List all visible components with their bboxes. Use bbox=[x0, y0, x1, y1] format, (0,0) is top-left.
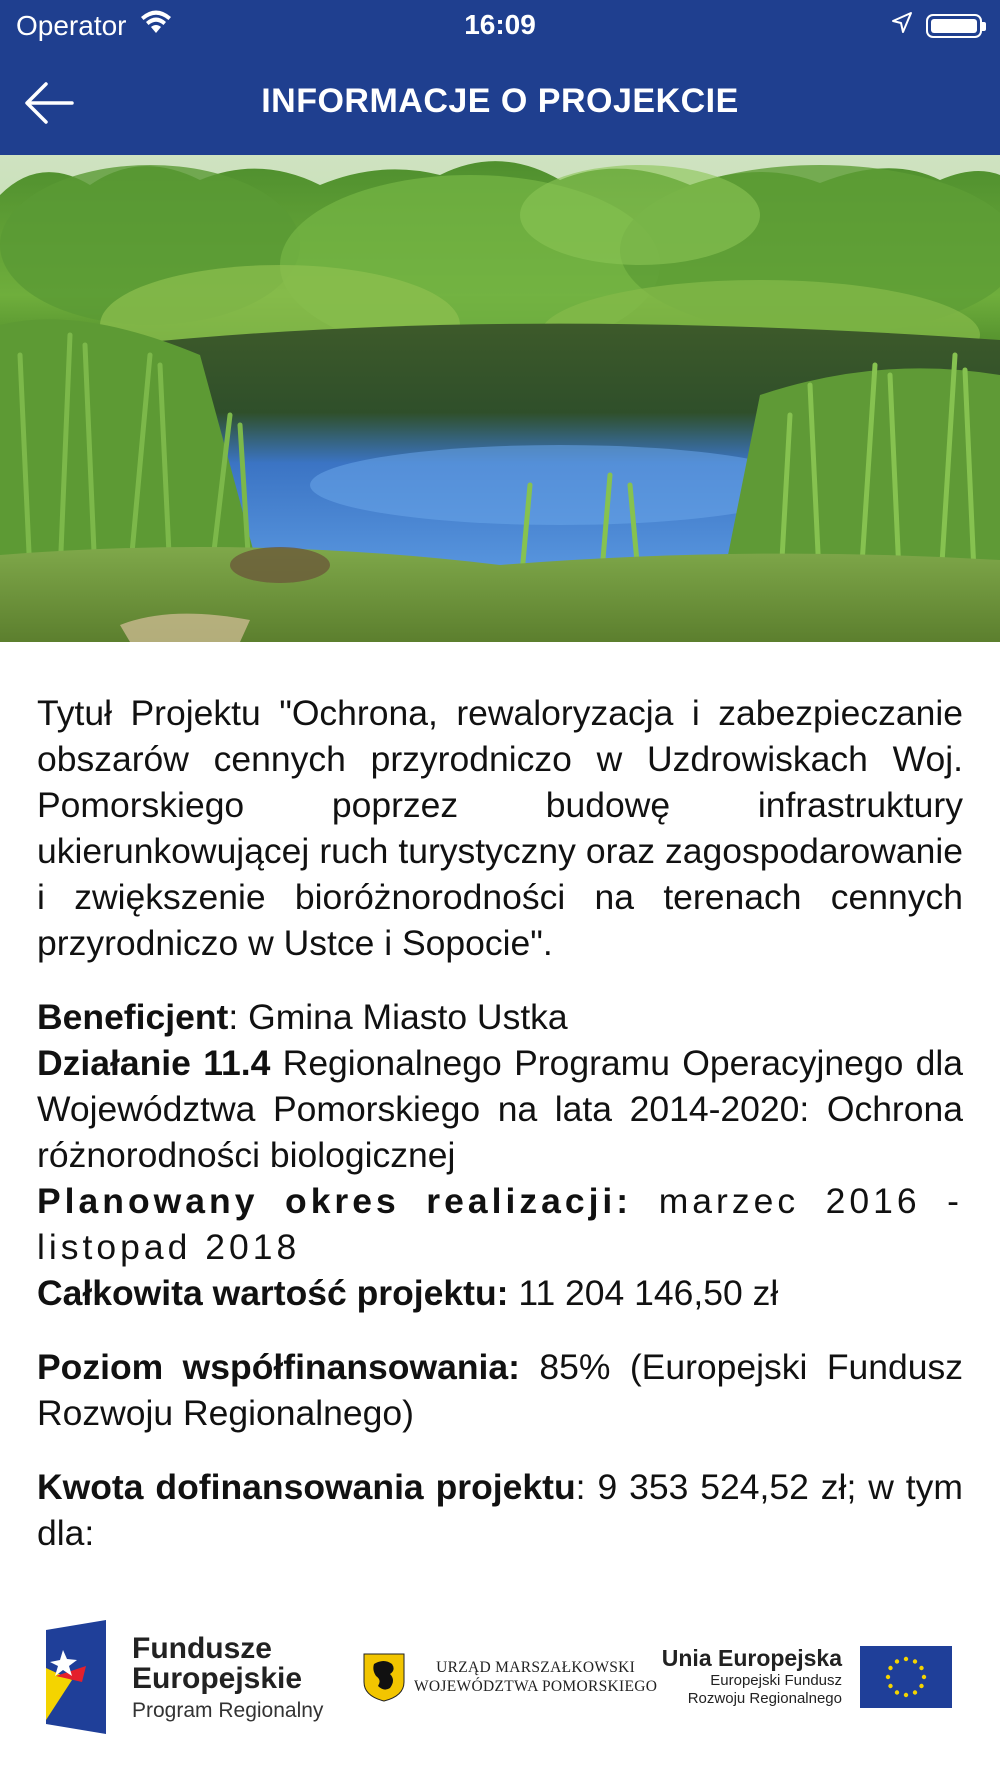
urzad-marszalkowski-text bbox=[414, 1658, 657, 1696]
kwota-label: Kwota dofinansowania projektu bbox=[37, 1467, 576, 1507]
pomorskie-coat-of-arms-icon bbox=[362, 1652, 406, 1707]
poziom-value: 85% (Europejski Fundusz Rozwoju Regionalnego) bbox=[37, 1347, 963, 1433]
dzialanie-label: Działanie 11.4 bbox=[37, 1043, 271, 1083]
okres-row bbox=[37, 1178, 963, 1270]
fe-line3: Program Regionalny bbox=[132, 1699, 324, 1722]
status-time: 16:09 bbox=[464, 9, 536, 40]
pom-line2: WOJEWÓDZTWA POMORSKIEGO bbox=[414, 1678, 658, 1695]
fundusze-europejskie-logo bbox=[46, 1620, 108, 1739]
eu-sub2: Rozwoju Regionalnego bbox=[687, 1690, 842, 1707]
unia-europejska-text bbox=[662, 1644, 842, 1708]
pom-line1: URZĄD MARSZAŁKOWSKI bbox=[436, 1659, 636, 1676]
status-bar bbox=[0, 0, 1000, 50]
beneficjent-label: Beneficjent bbox=[37, 997, 229, 1037]
eu-sub1: Europejski Fundusz bbox=[710, 1672, 842, 1689]
project-details bbox=[37, 994, 963, 1316]
wartosc-row bbox=[37, 1270, 963, 1316]
fe-line2: Europejskie bbox=[132, 1662, 303, 1695]
project-photo bbox=[0, 155, 1000, 642]
page-title: INFORMACJE O PROJEKCIE bbox=[261, 82, 739, 120]
beneficjent-row bbox=[37, 994, 963, 1040]
fundusze-europejskie-text bbox=[132, 1634, 323, 1728]
beneficjent-value: : Gmina Miasto Ustka bbox=[228, 997, 568, 1037]
eu-flag-icon bbox=[860, 1646, 952, 1713]
kwota-value: : 9 353 524,52 zł; w tym dla: bbox=[37, 1467, 963, 1553]
poziom-label: Poziom współfinansowania: bbox=[37, 1347, 520, 1387]
nav-bar bbox=[0, 50, 1000, 155]
battery-icon bbox=[926, 14, 982, 38]
kwota-row bbox=[37, 1464, 963, 1556]
okres-value: marzec 2016 - listopad 2018 bbox=[37, 1181, 963, 1267]
eu-title: Unia Europejska bbox=[661, 1645, 842, 1671]
okres-label: Planowany okres realizacji: bbox=[37, 1181, 633, 1221]
funding-logos bbox=[0, 1600, 1000, 1740]
project-title-paragraph: Tytuł Projektu "Ochrona, rewaloryzacja i zabezpieczanie obszarów cennych przyrodniczo w Uzdrowiskach Woj. Pomorskiego poprzez budowę infrastruktury ukierunkowującej ruch turystyczny oraz zagospodarowanie i zwiększenie bioróżnorodności na terenach cennych przyrodniczo w Ustce i Sopocie". bbox=[37, 693, 963, 963]
location-arrow-icon bbox=[890, 10, 914, 42]
dzialanie-value: Regionalnego Programu Operacyjnego dla Województwa Pomorskiego na lata 2014-2020: Ochrona różnorodności biologicznej bbox=[37, 1043, 964, 1175]
wartosc-label: Całkowita wartość projektu: bbox=[37, 1273, 509, 1313]
status-right bbox=[890, 10, 982, 42]
carrier-label: Operator bbox=[16, 9, 127, 41]
fe-line1: Fundusze bbox=[132, 1632, 272, 1665]
project-description bbox=[37, 690, 963, 1584]
dzialanie-row bbox=[37, 1040, 963, 1178]
poziom-row bbox=[37, 1344, 963, 1436]
wartosc-value: 11 204 146,50 zł bbox=[508, 1273, 779, 1313]
